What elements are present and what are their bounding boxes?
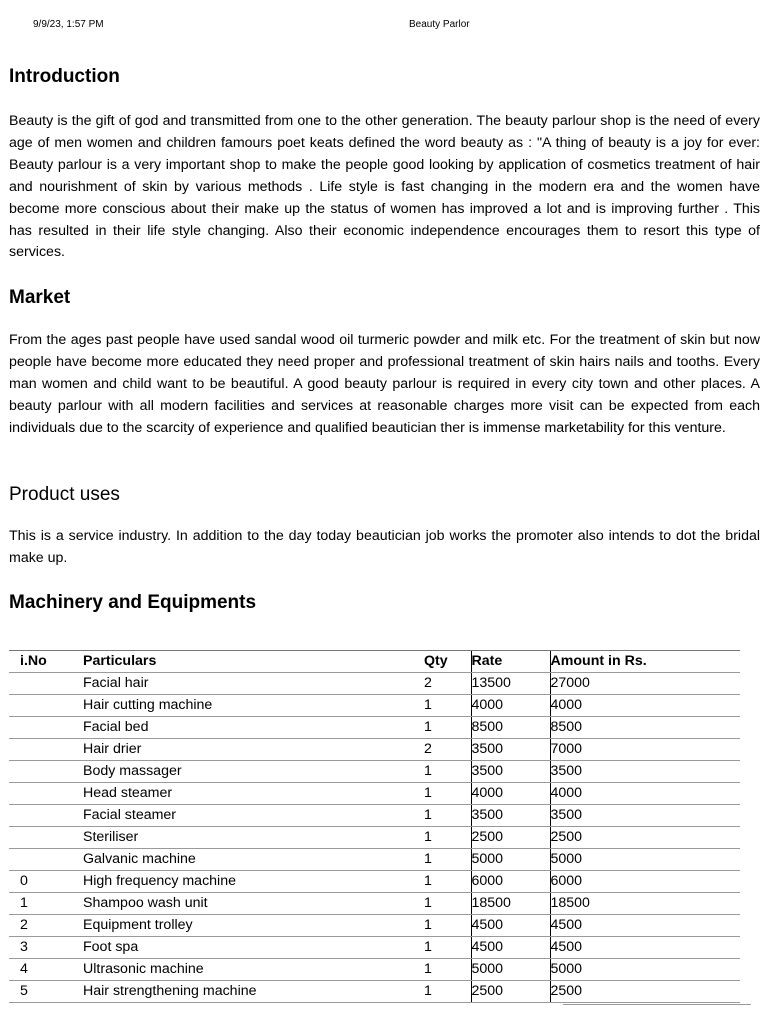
table-row [9, 915, 740, 937]
cell-rate: 6000 [471, 871, 550, 893]
cell-particulars: Foot spa [82, 937, 423, 959]
cell-amount: 3500 [550, 761, 740, 783]
cell-rate: 4500 [471, 915, 550, 937]
print-title: Beauty Parlor [409, 19, 470, 30]
footer-divider [563, 1004, 751, 1005]
cell-rate: 2500 [471, 827, 550, 849]
cell-amount: 5000 [550, 849, 740, 871]
cell-amount: 5000 [550, 959, 740, 981]
cell-no [9, 673, 82, 695]
cell-particulars: Steriliser [82, 827, 423, 849]
cell-no [9, 761, 82, 783]
cell-no [9, 717, 82, 739]
cell-rate: 3500 [471, 761, 550, 783]
cell-rate: 4000 [471, 695, 550, 717]
cell-particulars: High frequency machine [82, 871, 423, 893]
cell-qty: 1 [423, 761, 471, 783]
cell-amount: 27000 [550, 673, 740, 695]
print-header [0, 19, 768, 33]
header-particulars: Particulars [82, 651, 423, 673]
cell-amount: 4000 [550, 783, 740, 805]
cell-particulars: Equipment trolley [82, 915, 423, 937]
cell-rate: 5000 [471, 959, 550, 981]
table-row [9, 937, 740, 959]
table-header-row [9, 651, 740, 673]
cell-qty: 1 [423, 893, 471, 915]
cell-no [9, 783, 82, 805]
cell-no: 3 [9, 937, 82, 959]
cell-rate: 13500 [471, 673, 550, 695]
cell-rate: 8500 [471, 717, 550, 739]
cell-amount: 18500 [550, 893, 740, 915]
cell-amount: 3500 [550, 805, 740, 827]
header-amount: Amount in Rs. [550, 651, 740, 673]
table-row [9, 695, 740, 717]
table-row [9, 717, 740, 739]
cell-qty: 1 [423, 871, 471, 893]
cell-qty: 1 [423, 937, 471, 959]
cell-particulars: Facial hair [82, 673, 423, 695]
table-row [9, 827, 740, 849]
cell-rate: 5000 [471, 849, 550, 871]
cell-particulars: Galvanic machine [82, 849, 423, 871]
cell-particulars: Head steamer [82, 783, 423, 805]
table-row [9, 805, 740, 827]
cell-rate: 2500 [471, 981, 550, 1003]
cell-qty: 1 [423, 849, 471, 871]
cell-qty: 1 [423, 783, 471, 805]
cell-particulars: Hair cutting machine [82, 695, 423, 717]
cell-no [9, 849, 82, 871]
table-row [9, 673, 740, 695]
table-row [9, 981, 740, 1003]
cell-particulars: Hair drier [82, 739, 423, 761]
table-row [9, 761, 740, 783]
cell-amount: 8500 [550, 717, 740, 739]
cell-amount: 4500 [550, 915, 740, 937]
cell-amount: 4000 [550, 695, 740, 717]
cell-no: 2 [9, 915, 82, 937]
cell-qty: 1 [423, 981, 471, 1003]
cell-no [9, 805, 82, 827]
header-rate: Rate [471, 651, 550, 673]
cell-rate: 18500 [471, 893, 550, 915]
cell-rate: 3500 [471, 739, 550, 761]
cell-no: 0 [9, 871, 82, 893]
cell-amount: 7000 [550, 739, 740, 761]
cell-amount: 2500 [550, 827, 740, 849]
cell-no: 5 [9, 981, 82, 1003]
table-row [9, 893, 740, 915]
cell-no: 1 [9, 893, 82, 915]
cell-particulars: Ultrasonic machine [82, 959, 423, 981]
cell-qty: 2 [423, 739, 471, 761]
print-date: 9/9/23, 1:57 PM [33, 19, 104, 30]
cell-no: 4 [9, 959, 82, 981]
paragraph-market: From the ages past people have used sandal wood oil turmeric powder and milk etc. For the treatment of skin but now people have become more educated they need proper and professional treatment of skin hairs nails and tooths. Every man women and child want to be beautiful. A good beauty parlour is required in every city town and other places. A beauty parlour with all modern facilities and services at reasonable charges more visit can be expected from each individuals due to the scarcity of experience and qualified beautician ther is immense marketability for this venture. [9, 332, 760, 436]
cell-rate: 4500 [471, 937, 550, 959]
cell-amount: 4500 [550, 937, 740, 959]
cell-no [9, 695, 82, 717]
cell-qty: 1 [423, 717, 471, 739]
cell-amount: 6000 [550, 871, 740, 893]
table-row [9, 871, 740, 893]
cell-qty: 1 [423, 695, 471, 717]
cell-particulars: Hair strengthening machine [82, 981, 423, 1003]
heading-machinery: Machinery and Equipments [9, 592, 257, 613]
cell-qty: 1 [423, 915, 471, 937]
cell-amount: 2500 [550, 981, 740, 1003]
cell-rate: 3500 [471, 805, 550, 827]
header-qty: Qty [423, 651, 471, 673]
cell-qty: 1 [423, 805, 471, 827]
cell-particulars: Facial steamer [82, 805, 423, 827]
cell-rate: 4000 [471, 783, 550, 805]
equipment-table [9, 650, 740, 1003]
heading-product-uses: Product uses [9, 484, 120, 505]
cell-particulars: Shampoo wash unit [82, 893, 423, 915]
cell-no [9, 827, 82, 849]
table-row [9, 739, 740, 761]
cell-qty: 2 [423, 673, 471, 695]
table-row [9, 783, 740, 805]
cell-particulars: Facial bed [82, 717, 423, 739]
heading-introduction: Introduction [9, 66, 120, 87]
cell-no [9, 739, 82, 761]
cell-qty: 1 [423, 827, 471, 849]
heading-market: Market [9, 287, 71, 308]
cell-particulars: Body massager [82, 761, 423, 783]
header-no: i.No [9, 651, 82, 673]
table-row [9, 849, 740, 871]
paragraph-product-uses: This is a service industry. In addition to the day today beautician job works the promoter also intends to dot the bridal make up. [9, 528, 760, 566]
paragraph-introduction: Beauty is the gift of god and transmitted from one to the other generation. The beauty parlour shop is the need of every age of men women and children famours poet keats defined the word beauty as : "A thing of beauty is a joy for ever: Beauty parlour is a very important shop to make the people good looking by application of cosmetics treatment of hair and nourishment of skin by various methods . Life style is fast changing in the modern era and the women have become more conscious about their make up the status of women has improved a lot and is improving further . This has resulted in their life style changing. Also their economic independence encourages them to resort this type of services. [9, 113, 760, 261]
table-row [9, 959, 740, 981]
cell-qty: 1 [423, 959, 471, 981]
